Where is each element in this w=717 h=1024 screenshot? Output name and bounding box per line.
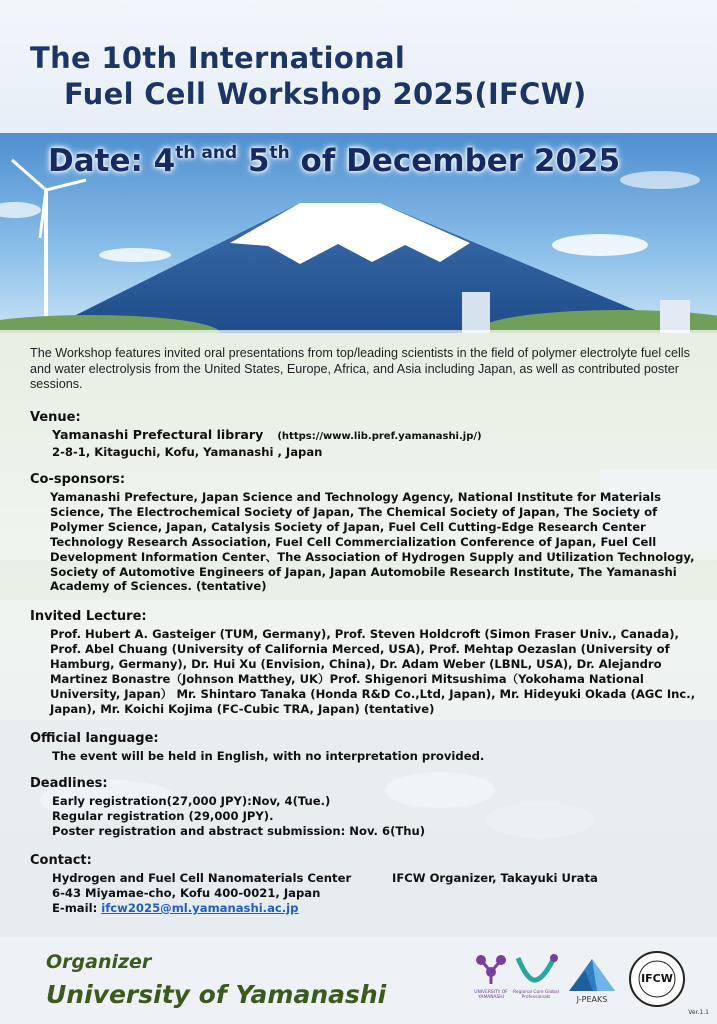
invited-section xyxy=(30,609,702,716)
intro-paragraph: The Workshop features invited oral presentations from top/leading scientists in the field of polymer electrolyte fuel cells and water electrolysis from the United States, Europe, Africa, and Asia including Japan, as well as contributed poster sessions. xyxy=(30,346,690,391)
logo-caption: Regional Core Global Professionals xyxy=(513,990,559,1000)
deadlines-heading: Deadlines: xyxy=(30,776,108,791)
date-sup1: th and xyxy=(175,143,238,163)
email-link[interactable]: ifcw2025@ml.yamanashi.ac.jp xyxy=(101,900,299,915)
event-date xyxy=(48,143,620,179)
fuel-cell-ifcw-seal xyxy=(628,950,686,1012)
contact-organizer: IFCW Organizer, Takayuki Urata xyxy=(392,871,598,885)
deadline-item: Regular registration (29,000 JPY). xyxy=(52,808,274,823)
organizer-name: University of Yamanashi xyxy=(46,980,387,1009)
deadline-item: Early registration(27,000 JPY):Nov, 4(Tue.) xyxy=(52,794,331,808)
logo-caption: UNIVERSITY OF YAMANASHI xyxy=(474,990,508,1000)
venue-address: 2-8-1, Kitaguchi, Kofu, Yamanashi , Japan xyxy=(52,444,323,459)
university-of-yamanashi-logo xyxy=(470,952,512,1000)
event-title xyxy=(30,40,587,112)
date-mid: 5 xyxy=(237,143,270,179)
language-text: The event will be held in English, with no interpretation provided. xyxy=(52,749,485,763)
event-title-line2: Fuel Cell Workshop 2025(IFCW) xyxy=(64,77,587,111)
venue-heading: Venue: xyxy=(30,410,81,425)
date-suffix: of December 2025 xyxy=(289,143,621,179)
venue-section xyxy=(30,410,700,460)
date-prefix: Date: 4 xyxy=(48,143,176,179)
deadline-item: Poster registration and abstract submission: Nov. 6(Thu) xyxy=(52,823,426,838)
cosponsors-text: Yamanashi Prefecture, Japan Science and Technology Agency, National Institute for Materials Science, The Electrochemical Society of Japan, The Chemical Society of Japan, The Society of Polymer Science, Japan, Catalysis Society of Japan, Fuel Cell Cutting-Edge Research Center Technology Research Association, Fuel Cell Commercialization Conference of Japan, Fuel Cell Development Information Center、The Association of Hydrogen Supply and Utilization Technology, Society of Automotive Engineers of Japan, Japan Automobile Research Institute, The Yamanashi Academy of Sciences. (tentative) xyxy=(50,490,695,594)
email-label: E-mail: xyxy=(52,900,102,915)
organizer-label: Organizer xyxy=(46,951,152,973)
contact-address: 6-43 Miyamae-cho, Kofu 400-0021, Japan xyxy=(52,885,321,900)
venue-url[interactable]: (https://www.lib.pref.yamanashi.jp/) xyxy=(277,431,482,442)
event-title-line1: The 10th International xyxy=(30,41,406,75)
j-peaks-logo xyxy=(565,955,619,1002)
cosponsors-heading: Co-sponsors: xyxy=(30,472,126,487)
invited-heading: Invited Lecture: xyxy=(30,609,147,624)
cosponsors-section xyxy=(30,472,700,594)
regional-core-logo xyxy=(512,952,560,1000)
contact-section xyxy=(30,853,700,916)
language-heading: Official language: xyxy=(30,731,159,746)
invited-text: Prof. Hubert A. Gasteiger (TUM, Germany), Prof. Steven Holdcroft (Simon Fraser Univ., Canada), Prof. Abel Chuang (University of California Merced, USA), Prof. Mehtap Oezaslan (University of Hamburg, Germany), Dr. Hui Xu (Envision, China), Dr. Adam Weber (LBNL, USA), Dr. Alejandro Martinez Bonastre（Johnson Matthey, UK）Prof. Shigenori Mitsushima（Yokohama National University, Japan） Mr. Shintaro Tanaka (Honda R&D Co.,Ltd, Japan), Mr. Hideyuki Okada (AGC Inc., Japan), Mr. Koichi Kojima (FC-Cubic TRA, Japan) (tentative) xyxy=(50,627,696,716)
venue-name: Yamanashi Prefectural library xyxy=(52,427,264,442)
contact-org: Hydrogen and Fuel Cell Nanomaterials Center xyxy=(52,871,352,885)
contact-heading: Contact: xyxy=(30,853,92,868)
seal-text: IFCW xyxy=(641,972,673,985)
deadlines-section xyxy=(30,776,700,839)
version-label: Ver.1.1 xyxy=(688,1009,709,1016)
date-sup2: th xyxy=(269,143,290,163)
logo-caption: J-PEAKS xyxy=(576,995,608,1004)
language-section xyxy=(30,731,700,764)
